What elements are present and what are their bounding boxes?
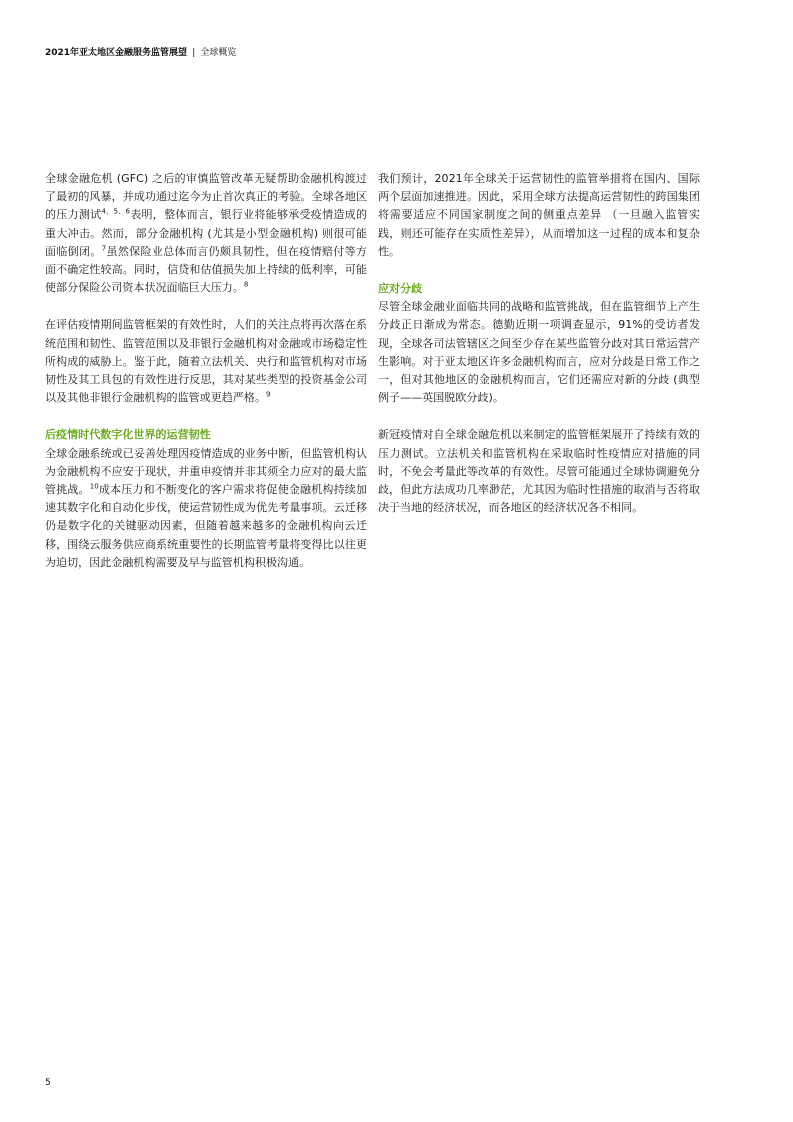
paragraph-text: 全球金融系统或已妥善处理因疫情造成的业务中断，但监管机构认为金融机构不应安于现状，并重申疫情并非其须全力应对的最大监管挑战。: [45, 446, 367, 497]
footnote-ref: 7: [101, 244, 107, 253]
section-heading-operational-resilience: 后疫情时代数字化世界的运营韧性: [45, 428, 211, 442]
header-section-name: 全球概览: [200, 48, 237, 58]
footnote-ref: 10: [89, 482, 99, 491]
paragraph-text: 成本压力和不断变化的客户需求将促使金融机构持续加速其数字化和自动化步伐，使运营韧性成为优先考量事项。云迁移仍是数字化的关键驱动因素，但随着越来越多的金融机构向云迁移，围绕云服务供应商系统重要性的长期监管考量将变得比以往更为迫切，因此金融机构需要及早与监管机构积极沟通。: [45, 483, 367, 569]
paragraph-text: 在评估疫情期间监管框架的有效性时，人们的关注点将再次落在系统范围和韧性、监管范围以及非银行金融机构对金融或市场稳定性所构成的威胁上。鉴于此，随着立法机关、央行和监管机构对市场韧性及其工具包的有效性进行反思，其对某些类型的投资基金公司以及其他非银行金融机构的监管或更趋严格。: [45, 318, 367, 405]
paragraph-divergence-survey: 尽管全球金融业面临共同的战略和监管挑战，但在监管细节上产生分歧正日渐成为常态。德勤近期一项调查显示，91%的受访者发现，全球各司法管辖区之间至少存在某些监管分歧对其日常运营产生影响。对于亚太地区许多金融机构而言，应对分歧是日常工作之一，但对其他地区的金融机构而言，它们还需应对新的分歧 (典型例子——英国脱欧分歧)。: [378, 300, 700, 405]
paragraph-operational-resilience: [45, 445, 367, 572]
left-column: [45, 170, 367, 591]
footnote-ref: 9: [266, 390, 271, 399]
footnote-ref: 4、5、6: [101, 207, 130, 216]
header-separator: |: [192, 48, 196, 58]
right-column: [378, 170, 700, 536]
paragraph-covid-stress-test: 新冠疫情对自全球金融危机以来制定的监管框架展开了持续有效的压力测试。立法机关和监管机构在采取临时性疫情应对措施的同时，不免会考量此等改革的有效性。尽管可能通过全球协调避免分歧，但此方法成功几率渺茫，尤其因为临时性措施的取消与否将取决于当地的经济状况，而各地区的经济状况各不相同。: [378, 428, 700, 515]
paragraph-framework-effectiveness: [45, 316, 367, 407]
paragraph-text: 表明，整体而言，银行业将能够承受疫情造成的重大冲击。然而，部分金融机构 (尤其是小型金融机构) 则很可能面临倒闭。: [45, 208, 367, 258]
report-title: 2021年亚太地区金融服务监管展望: [45, 48, 188, 58]
paragraph-resilience-outlook: 我们预计，2021年全球关于运营韧性的监管举措将在国内、国际两个层面加速推进。因此，采用全球方法提高运营韧性的跨国集团将需要适应不同国家制度之间的侧重点差异 （一旦融入监管实践，则还可能存在实质性差异），从而增加这一过程的成本和复杂性。: [378, 172, 700, 258]
section-heading-divergence: 应对分歧: [378, 282, 423, 296]
paragraph-text: 虽然保险业总体而言仍颇具韧性，但在疫情赔付等方面不确定性较高。同时，信贷和估值损失加上持续的低利率，可能使部分保险公司资本状况面临巨大压力。: [45, 244, 368, 295]
paragraph-gfc-reform: [45, 170, 367, 297]
footnote-ref: 8: [243, 280, 249, 289]
paragraph-text: 全球金融危机 (GFC) 之后的审慎监管改革无疑帮助金融机构渡过了最初的风暴，并成功通过迄今为止首次真正的考验。全球各地区的压力测试: [45, 172, 367, 222]
running-header: [45, 45, 236, 58]
page-number: 5: [45, 1078, 51, 1088]
